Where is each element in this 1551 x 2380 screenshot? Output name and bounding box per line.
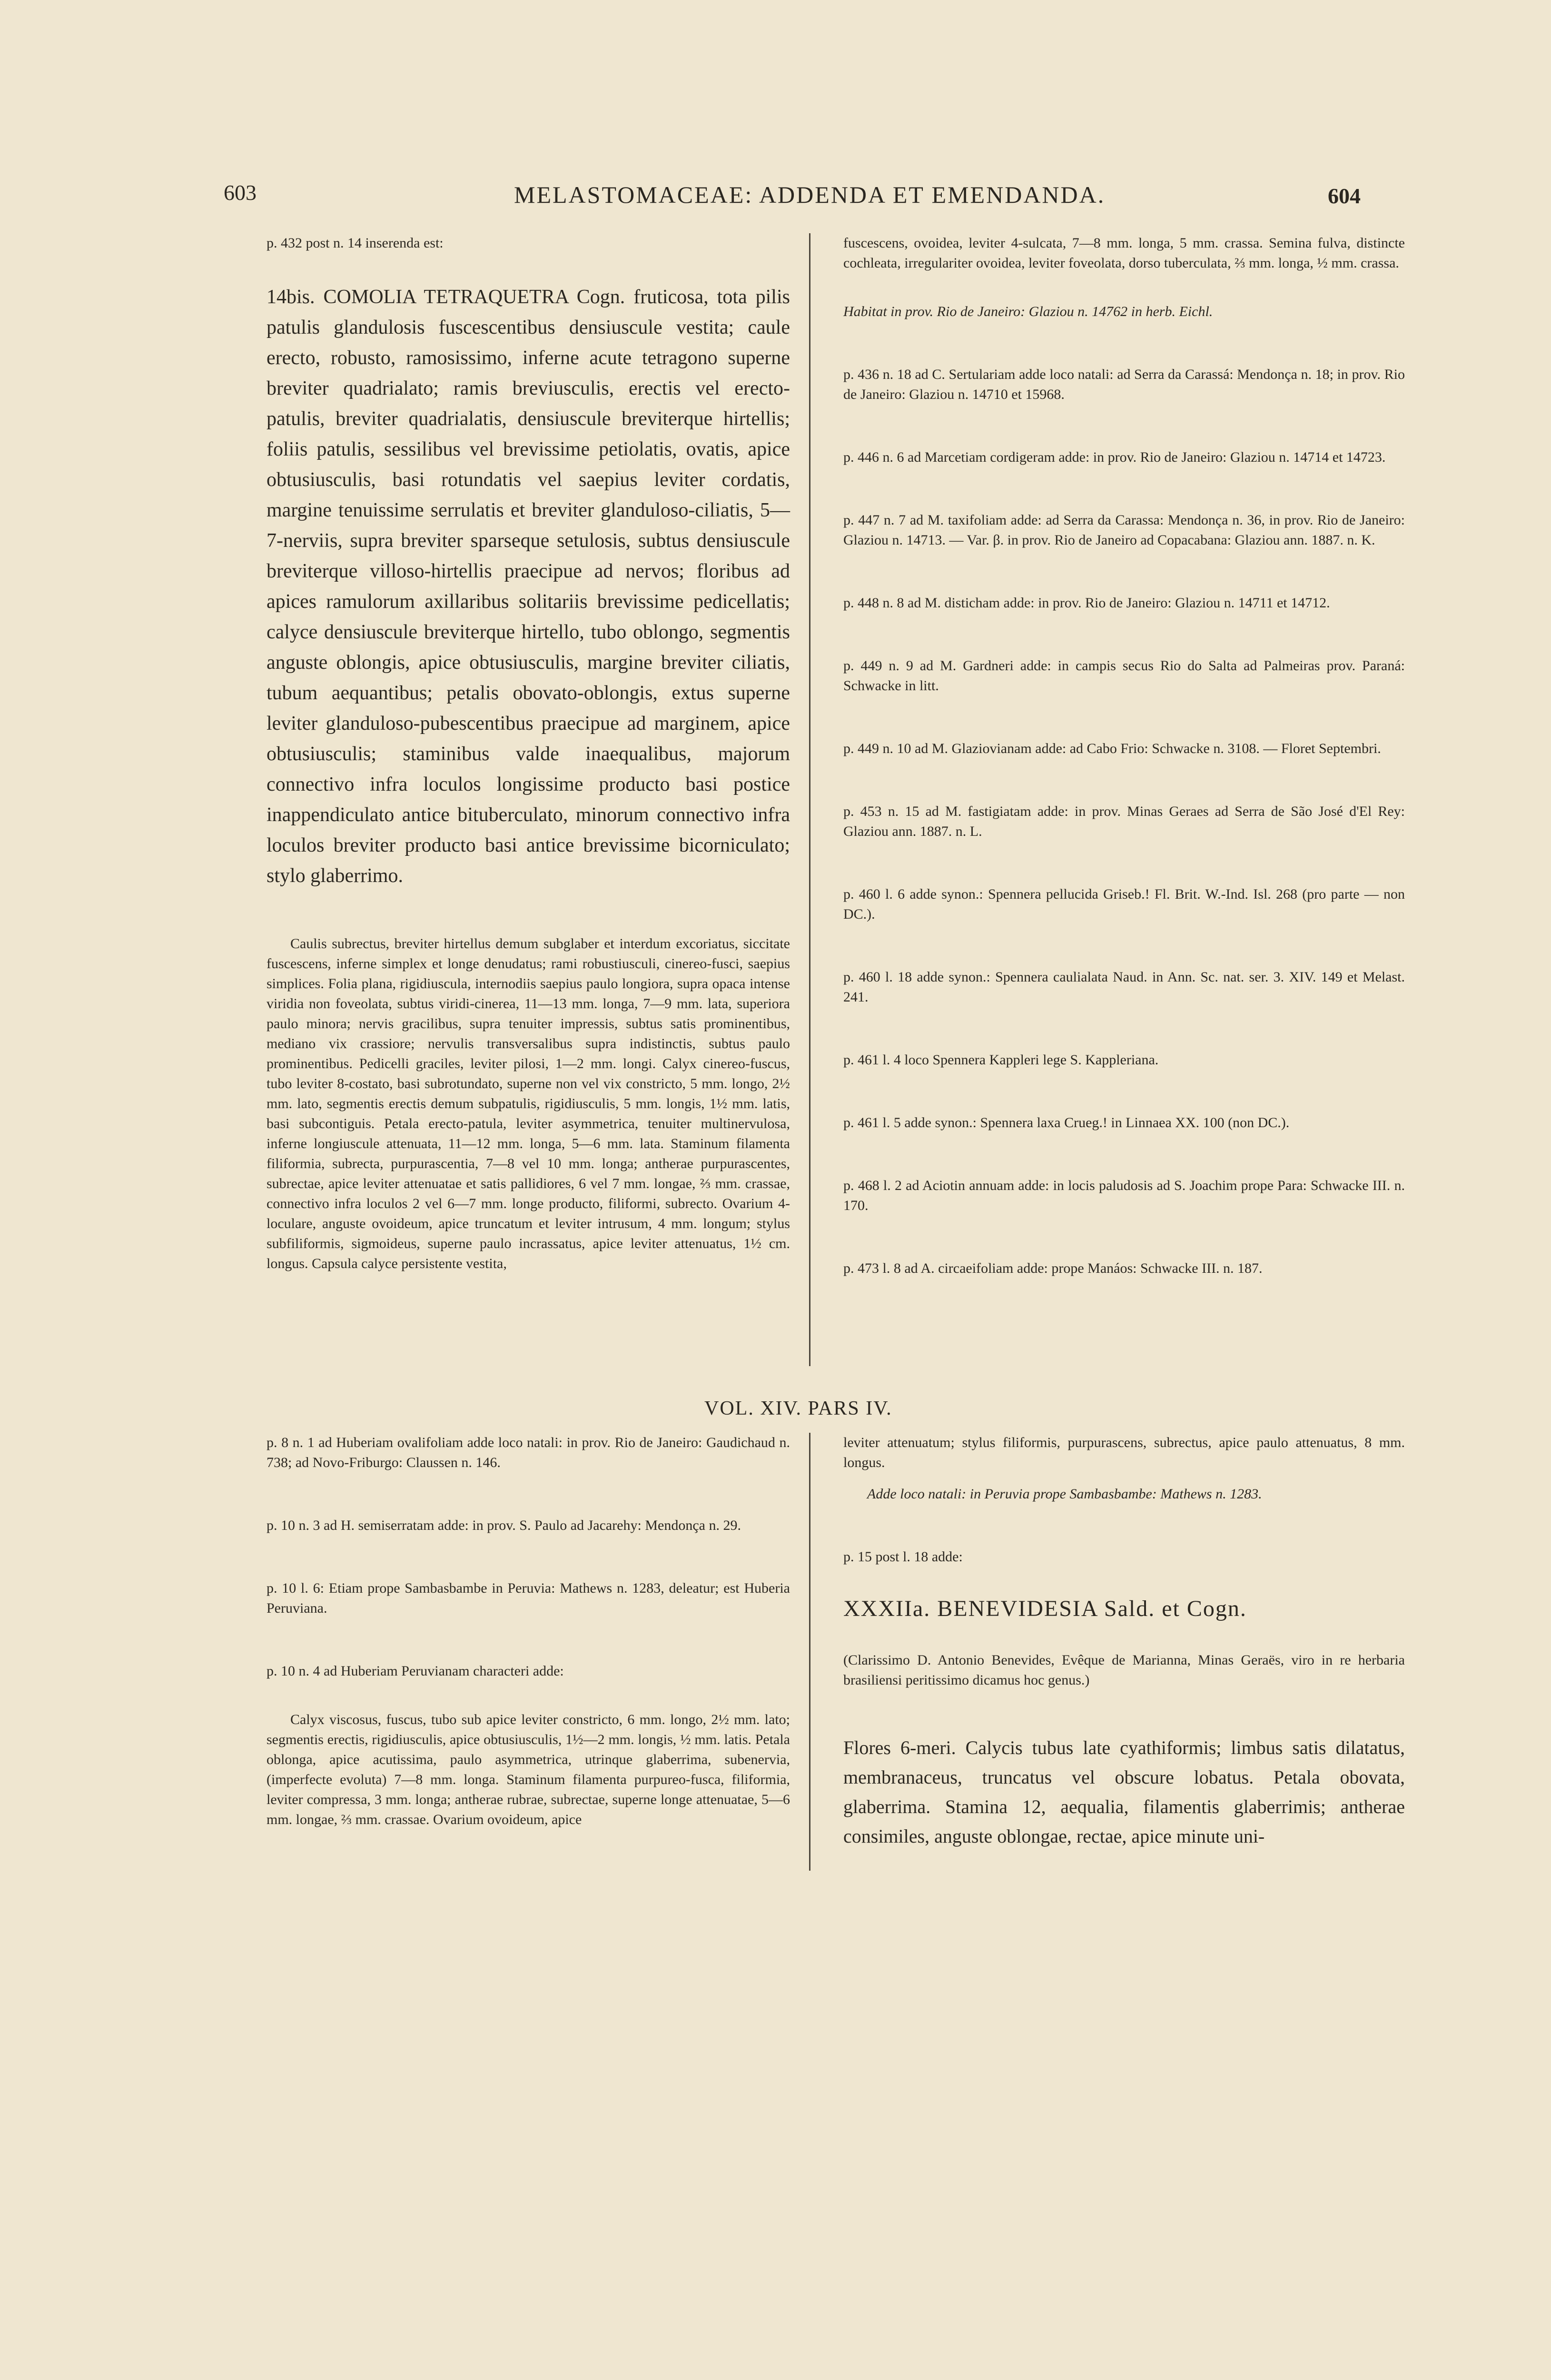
entry: p. 461 l. 4 loco Spennera Kappleri lege S. Kappleriana. <box>843 1052 1159 1068</box>
entry: p. 473 l. 8 ad A. circaeifoliam adde: prope Manáos: Schwacke III. n. 187. <box>843 1260 1263 1276</box>
entry: p. 8 n. 1 ad Huberiam ovalifoliam adde loco natali: in prov. Rio de Janeiro: Gaudichaud n. 738; ad Novo-Friburgo: Claussen n. 146. <box>267 1435 790 1470</box>
right-column-bottom <box>843 1433 1405 1851</box>
genus-description: Flores 6-meri. Calycis tubus late cyathiformis; limbus satis dilatatus, membranaceus, truncatus vel obscure lobatus. Petala obovata, glaberrima. Stamina 12, aequalia, filamentis glaberrimis; antherae consimiles, anguste oblongae, rectae, apice minute uni- <box>843 1737 1405 1847</box>
entry: p. 448 n. 8 ad M. disticham adde: in prov. Rio de Janeiro: Glaziou n. 14711 et 14712. <box>843 595 1330 611</box>
species-notes: Caulis subrectus, breviter hirtellus demum subglaber et interdum excoriatus, siccitate fuscescens, inferne simplex et longe denudatus; rami robustiusculi, cinereo-fusci, saepius simplices. Folia plana, rigidiuscula, internodiis saepius paulo longiora, supra opaca intense viridia non foveolata, subtus viridi-cinerea, 11—13 mm. longa, 7—9 mm. lata, superiora paulo minora; nervis gracilibus, supra tenuiter impressis, subtus satis prominentibus, mediano vix crassiore; nervulis transversalibus supra indistinctis, subtus paulo prominentibus. Pedicelli graciles, leviter pilosi, 1—2 mm. longi. Calyx cinereo-fuscus, tubo leviter 8-costato, basi subrotundato, superne non vel vix constricto, 5 mm. longo, 2½ mm. lato, segmentis erectis demum subpatulis, rigidiusculis, 5 mm. longis, 1½ mm. latis, basi subcontiguis. Petala erecto-patula, leviter asymmetrica, tenuiter multinervulosa, inferne longiuscule attenuata, 11—12 mm. longa, 5—6 mm. lata. Staminum filamenta filiformia, subrecta, purpurascentia, 7—8 vel 10 mm. longa; antherae purpurascentes, subrectae, apice leviter attenuatae et satis pallidiores, 6 vel 7 mm. longae, ⅔ mm. crassae, connectivo infra loculos 2 vel 6—7 mm. longe producto, filiformi, subrecto. Ovarium 4-loculare, anguste ovoideum, apice truncatum et leviter intrusum, 4 mm. longum; stylus subfiliformis, sigmoideus, superne paulo incrassatus, apice leviter attenuatus, 1½ cm. longus. Capsula calyce persistente vestita, <box>267 936 790 1271</box>
entry: p. 453 n. 15 ad M. fastigiatam adde: in prov. Minas Geraes ad Serra de São José d'El Rey: Glaziou ann. 1887. n. L. <box>843 803 1405 839</box>
notes-continuation: fuscescens, ovoidea, leviter 4-sulcata, 7—8 mm. longa, 5 mm. crassa. Semina fulva, distincte cochleata, irregulariter ovoidea, leviter foveolata, dorso tuberculata, ⅔ mm. longa, ½ mm. crassa. <box>843 235 1405 271</box>
entry: p. 10 n. 3 ad H. semiserratam adde: in prov. S. Paulo ad Jacarehy: Mendonça n. 29. <box>267 1517 741 1533</box>
left-column-top <box>267 233 790 1274</box>
entry: p. 10 l. 6: Etiam prope Sambasbambe in Peruvia: Mathews n. 1283, deleatur; est Huberia Peruviana. <box>267 1580 790 1616</box>
ovary-continuation: leviter attenuatum; stylus filiformis, purpurascens, subrectus, apice paulo attenuatus, 8 mm. longus. <box>843 1435 1405 1470</box>
habitat-line: Habitat in prov. Rio de Janeiro: Glaziou n. 14762 in herb. Eichl. <box>843 304 1213 319</box>
entry: p. 436 n. 18 ad C. Sertulariam adde loco natali: ad Serra da Carassá: Mendonça n. 18; in prov. Rio de Janeiro: Glaziou n. 14710 et 15968. <box>843 367 1405 402</box>
adde-line: Adde loco natali: in Peruvia prope Sambasbambe: Mathews n. 1283. <box>867 1486 1262 1502</box>
entry: p. 468 l. 2 ad Aciotin annuam adde: in locis paludosis ad S. Joachim prope Para: Schwacke III. n. 170. <box>843 1178 1405 1213</box>
entry: p. 449 n. 9 ad M. Gardneri adde: in campis secus Rio do Salta ad Palmeiras prov. Paraná: Schwacke in litt. <box>843 658 1405 694</box>
entry: p. 460 l. 18 adde synon.: Spennera caulialata Naud. in Ann. Sc. nat. ser. 3. XIV. 149 et Melast. 241. <box>843 969 1405 1005</box>
entry: p. 449 n. 10 ad M. Glaziovianam adde: ad Cabo Frio: Schwacke n. 3108. — Floret Septembri. <box>843 741 1381 756</box>
left-column-bottom <box>267 1433 790 1830</box>
page-number-left: 603 <box>224 180 257 205</box>
entry: p. 447 n. 7 ad M. taxifoliam adde: ad Serra da Carassa: Mendonça n. 36, in prov. Rio de Janeiro: Glaziou n. 14713. — Var. β. in prov. Rio de Janeiro ad Copacabana: Glaziou ann. 1887. n. K. <box>843 512 1405 548</box>
column-divider-top <box>809 233 810 1366</box>
calyx-description: Calyx viscosus, fuscus, tubo sub apice leviter constricto, 6 mm. longo, 2½ mm. lato; segmentis erectis, rigidiusculis, apice obtusiusculis, 1½—2 mm. longis, ½ mm. latis. Petala oblonga, apice acutissima, paulo asymmetrica, utrinque glaberrima, subenervia, (imperfecte evoluta) 7—8 mm. longa. Staminum filamenta purpureo-fusca, filiformia, leviter compressa, 3 mm. longa; antherae rubrae, subrectae, superne longe attenuatae, 5—6 mm. longae, ⅔ mm. crassae. Ovarium ovoideum, apice <box>267 1712 790 1827</box>
entry: p. 460 l. 6 adde synon.: Spennera pellucida Griseb.! Fl. Brit. W.-Ind. Isl. 268 (pro parte — non DC.). <box>843 886 1405 922</box>
species-description: 14bis. COMOLIA TETRAQUETRA Cogn. fruticosa, tota pilis patulis glandulosis fuscescentibus densiuscule vestita; caule erecto, robusto, ramosissimo, inferne acute tetragono superne breviter quadrialato; ramis breviusculis, erectis vel erecto-patulis, breviter quadrialatis, densiuscule breviterque hirtellis; foliis patulis, sessilibus vel brevissime petiolatis, ovatis, apice obtusiusculis, basi rotundatis vel saepius leviter cordatis, margine tenuissime serrulatis et breviter glanduloso-ciliatis, 5—7-nerviis, supra breviter sparseque setulosis, subtus densiuscule breviterque villoso-hirtellis praecipue ad nervos; floribus ad apices ramulorum axillaribus solitariis brevissime pedicellatis; calyce densiuscule breviterque hirtello, tubo oblongo, segmentis anguste oblongis, apice obtusiusculis, margine breviter ciliatis, tubum aequantibus; petalis obovato-oblongis, extus superne leviter glanduloso-pubescentibus praecipue ad marginem, apice obtusiusculis; staminibus valde inaequalibus, majorum connectivo infra loculos longissime producto basi postice inappendiculato antice bituberculato, minorum connectivo infra loculos breviter producto basi antice brevissime bicorniculato; stylo glaberrimo. <box>267 286 790 887</box>
volume-heading: VOL. XIV. PARS IV. <box>704 1398 892 1419</box>
dedication: (Clarissimo D. Antonio Benevides, Evêque de Marianna, Minas Geraës, viro in re herbaria brasiliensi peritissimo dicamus hoc genus.) <box>843 1652 1405 1688</box>
entry: p. 446 n. 6 ad Marcetiam cordigeram adde: in prov. Rio de Janeiro: Glaziou n. 14714 et 14723. <box>843 449 1386 465</box>
genus-heading: XXXIIa. BENEVIDESIA Sald. et Cogn. <box>843 1596 1247 1621</box>
intro-line: p. 432 post n. 14 inserenda est: <box>267 235 444 251</box>
page-number-right: 604 <box>1328 184 1361 208</box>
entry: p. 10 n. 4 ad Huberiam Peruvianam characteri adde: <box>267 1663 564 1679</box>
entry: p. 461 l. 5 adde synon.: Spennera laxa Crueg.! in Linnaea XX. 100 (non DC.). <box>843 1115 1290 1130</box>
running-title: MELASTOMACEAE: ADDENDA ET EMENDANDA. <box>514 181 1106 208</box>
right-column-top <box>843 233 1405 1279</box>
insert-instruction: p. 15 post l. 18 adde: <box>843 1549 963 1565</box>
column-divider-bottom <box>809 1433 810 1871</box>
